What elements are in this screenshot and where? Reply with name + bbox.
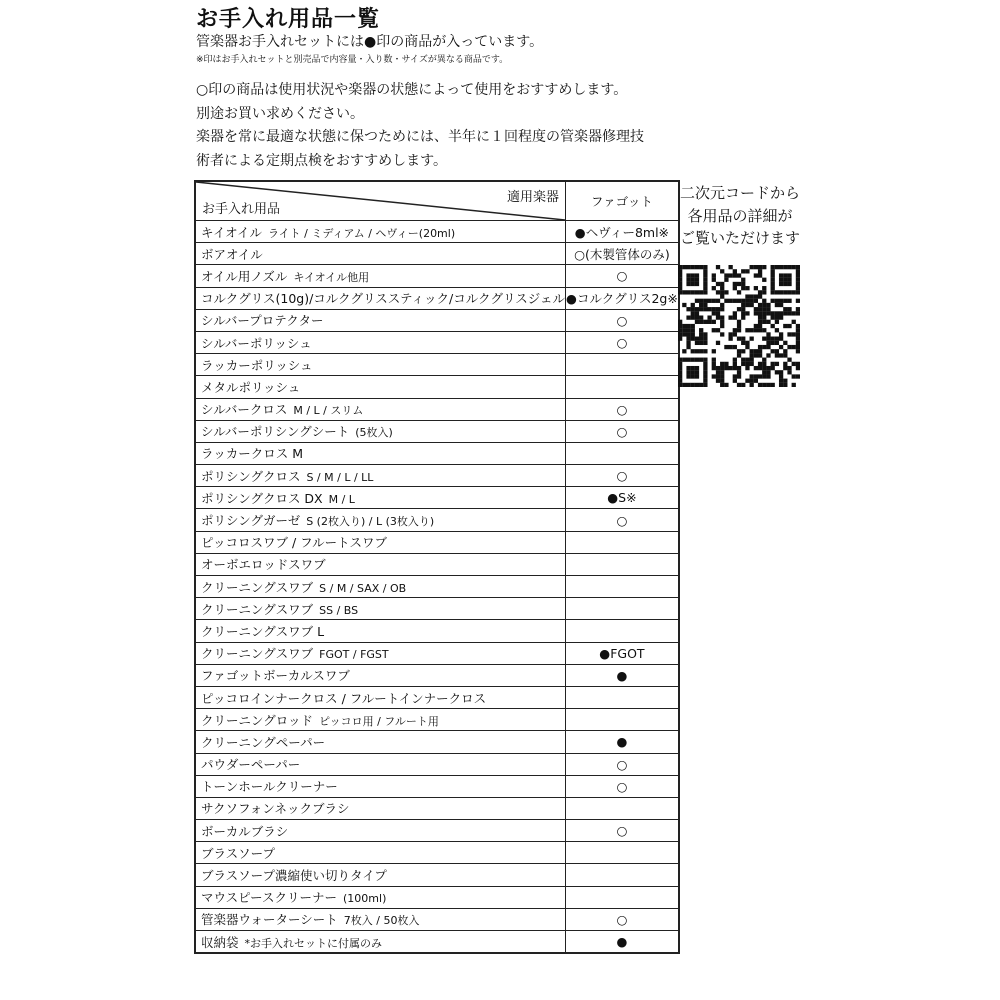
- bassoon-mark: [566, 842, 679, 864]
- care-items-table: [194, 180, 680, 954]
- item-variant-note: *お手入れセットに付属のみ: [244, 936, 383, 950]
- bassoon-mark: [566, 886, 679, 908]
- item-variant-note: S / M / L / LL: [306, 470, 374, 484]
- table-row: [195, 642, 679, 664]
- bassoon-mark: ○: [566, 775, 679, 797]
- item-name-cell: [195, 908, 566, 930]
- item-variant-note: M / L: [328, 492, 355, 506]
- bassoon-mark: ○: [566, 465, 679, 487]
- set-contents-note: 管楽器お手入れセットには●印の商品が入っています。: [196, 34, 544, 50]
- item-name-cell: [195, 620, 566, 642]
- bassoon-mark: [566, 686, 679, 708]
- qr-caption-line: 各用品の詳細が: [687, 206, 793, 225]
- item-variant-note: 7枚入 / 50枚入: [343, 914, 420, 928]
- item-name: コルクグリス(10g)/コルクグリススティック/コルクグリスジェル: [201, 291, 566, 307]
- table-row: [195, 576, 679, 598]
- item-name-cell: [195, 221, 566, 243]
- table-row: [195, 265, 679, 287]
- item-name-cell: [195, 465, 566, 487]
- table-row: [195, 775, 679, 797]
- item-variant-note: S (2枚入り) / L (3枚入り): [306, 515, 435, 529]
- bassoon-mark: [566, 864, 679, 886]
- header-applicable-instruments: 適用楽器: [507, 190, 560, 205]
- item-name-cell: [195, 598, 566, 620]
- bassoon-mark: [566, 553, 679, 575]
- item-name: マウスピースクリーナー: [201, 890, 338, 906]
- qr-caption-line: 二次元コードから: [679, 184, 800, 202]
- bassoon-mark: ●S※: [566, 487, 679, 509]
- item-name-cell: [195, 398, 566, 420]
- bassoon-mark: [566, 709, 679, 731]
- item-name-cell: [195, 331, 566, 353]
- bassoon-mark: ●ヘヴィー8ml※: [566, 221, 679, 243]
- item-name-cell: [195, 287, 566, 309]
- table-row: [195, 908, 679, 930]
- bassoon-mark: ●: [566, 664, 679, 686]
- bassoon-mark: ○: [566, 331, 679, 353]
- header-diagonal-cell: [195, 181, 566, 221]
- table-row: [195, 398, 679, 420]
- bassoon-mark: ●FGOT: [566, 642, 679, 664]
- bassoon-mark: ○: [566, 265, 679, 287]
- item-name: ポリシングクロス: [201, 468, 301, 484]
- item-name: メタルポリッシュ: [201, 379, 301, 395]
- header-bassoon: ファゴット: [566, 181, 679, 221]
- bassoon-mark: ○: [566, 309, 679, 331]
- table-row: [195, 442, 679, 464]
- item-name-cell: [195, 864, 566, 886]
- item-name: サクソフォンネックブラシ: [201, 801, 350, 817]
- bassoon-mark: ○: [566, 753, 679, 775]
- table-row: [195, 509, 679, 531]
- item-name: オイル用ノズル: [201, 268, 288, 284]
- item-name-cell: [195, 753, 566, 775]
- item-name: ボアオイル: [201, 246, 263, 262]
- table-row: [195, 487, 679, 509]
- bassoon-mark: [566, 354, 679, 376]
- item-name-cell: [195, 442, 566, 464]
- item-name: ピッコロスワブ / フルートスワブ: [201, 535, 388, 551]
- table-row: [195, 287, 679, 309]
- table-row: [195, 753, 679, 775]
- item-name-cell: [195, 931, 566, 954]
- bassoon-mark: [566, 576, 679, 598]
- item-name: ボーカルブラシ: [201, 823, 289, 839]
- item-name-cell: [195, 709, 566, 731]
- item-name: トーンホールクリーナー: [201, 779, 338, 795]
- table-row: [195, 465, 679, 487]
- item-name: 収納袋: [201, 934, 239, 950]
- item-name: クリーニングスワブ: [201, 601, 314, 617]
- item-name-cell: [195, 420, 566, 442]
- table-row: [195, 931, 679, 954]
- item-name-cell: [195, 775, 566, 797]
- item-name: シルバークロス: [201, 402, 288, 418]
- item-variant-note: (5枚入): [355, 426, 393, 440]
- item-name: シルバープロテクター: [201, 313, 324, 329]
- item-name: シルバーポリシングシート: [201, 424, 350, 440]
- bassoon-mark: ○: [566, 509, 679, 531]
- item-name: パウダーペーパー: [201, 757, 301, 773]
- bassoon-mark: [566, 598, 679, 620]
- bassoon-mark: ●: [566, 931, 679, 954]
- item-name: ポリシングクロス DX: [201, 490, 323, 506]
- item-name-cell: [195, 576, 566, 598]
- table-row: [195, 797, 679, 819]
- bassoon-mark: ●: [566, 731, 679, 753]
- qr-caption: [670, 182, 810, 250]
- item-name-cell: [195, 309, 566, 331]
- item-name: ブラスソープ: [201, 845, 276, 861]
- item-name: オーボエロッドスワブ: [201, 557, 326, 573]
- usage-paragraph: [196, 79, 644, 173]
- bassoon-mark: [566, 531, 679, 553]
- bassoon-mark: ○(木製管体のみ): [566, 243, 679, 265]
- item-name-cell: [195, 886, 566, 908]
- item-variant-note: ピッコロ用 / フルート用: [319, 714, 439, 728]
- item-variant-note: FGOT / FGST: [319, 648, 389, 662]
- item-name-cell: [195, 265, 566, 287]
- item-name: キイオイル: [201, 224, 263, 240]
- item-name-cell: [195, 731, 566, 753]
- table-row: [195, 598, 679, 620]
- item-variant-note: M / L / スリム: [293, 404, 364, 418]
- bassoon-mark: ○: [566, 398, 679, 420]
- item-name-cell: [195, 686, 566, 708]
- bassoon-mark: ○: [566, 420, 679, 442]
- bassoon-mark: ●コルクグリス2g※: [566, 287, 679, 309]
- usage-line: 術者による定期点検をおすすめします。: [196, 152, 448, 169]
- item-variant-note: S / M / SAX / OB: [319, 581, 407, 595]
- item-name: ポリシングガーゼ: [201, 513, 301, 529]
- item-name-cell: [195, 842, 566, 864]
- bassoon-mark: [566, 442, 679, 464]
- item-name-cell: [195, 376, 566, 398]
- qr-caption-line: ご覧いただけます: [679, 229, 800, 247]
- item-name-cell: [195, 642, 566, 664]
- item-name: 管楽器ウォーターシート: [201, 912, 338, 928]
- item-name: クリーニングスワブ L: [201, 623, 325, 639]
- item-name: ファゴットボーカルスワブ: [201, 668, 350, 684]
- item-name: ラッカーポリッシュ: [201, 357, 313, 373]
- usage-line: 楽器を常に最適な状態に保つためには、半年に１回程度の管楽器修理技: [196, 129, 644, 145]
- item-variant-note: SS / BS: [319, 603, 359, 617]
- item-name-cell: [195, 487, 566, 509]
- table-row: [195, 354, 679, 376]
- table-row: [195, 553, 679, 575]
- item-name-cell: [195, 820, 566, 842]
- item-name: クリーニングスワブ: [201, 579, 314, 595]
- table-row: [195, 243, 679, 265]
- asterisk-note: ※印はお手入れセットと別売品で内容量・入り数・サイズが異なる商品です。: [196, 55, 509, 65]
- bassoon-mark: ○: [566, 820, 679, 842]
- item-variant-note: ライト / ミディアム / ヘヴィー(20ml): [268, 226, 456, 240]
- item-name-cell: [195, 509, 566, 531]
- item-variant-note: (100ml): [343, 892, 387, 906]
- item-name-cell: [195, 664, 566, 686]
- header-care-items: お手入れ用品: [202, 202, 281, 217]
- table-row: [195, 864, 679, 886]
- item-name: クリーニングペーパー: [201, 734, 326, 750]
- table-row: [195, 820, 679, 842]
- item-name: ブラスソープ濃縮使い切りタイプ: [201, 868, 387, 884]
- usage-line: 別途お買い求めください。: [196, 105, 364, 122]
- table-row: [195, 309, 679, 331]
- bassoon-mark: ○: [566, 908, 679, 930]
- table-row: [195, 420, 679, 442]
- item-name-cell: [195, 531, 566, 553]
- table-row: [195, 531, 679, 553]
- item-name: クリーニングロッド: [201, 712, 314, 728]
- item-variant-note: キイオイル他用: [293, 270, 370, 284]
- item-name-cell: [195, 243, 566, 265]
- table-row: [195, 731, 679, 753]
- item-name-cell: [195, 797, 566, 819]
- item-name: クリーニングスワブ: [201, 646, 314, 662]
- item-name: ピッコロインナークロス / フルートインナークロス: [201, 690, 487, 706]
- table-row: [195, 331, 679, 353]
- table-row: [195, 886, 679, 908]
- table-row: [195, 842, 679, 864]
- table-header-row: [195, 181, 679, 221]
- table-row: [195, 221, 679, 243]
- table-row: [195, 709, 679, 731]
- table-row: [195, 686, 679, 708]
- item-name-cell: [195, 354, 566, 376]
- table-row: [195, 664, 679, 686]
- qr-code-icon[interactable]: [678, 265, 800, 387]
- table-row: [195, 620, 679, 642]
- item-name: シルバーポリッシュ: [201, 335, 312, 351]
- bassoon-mark: [566, 797, 679, 819]
- usage-line: ○印の商品は使用状況や楽器の状態によって使用をおすすめします。: [196, 82, 628, 98]
- bassoon-mark: [566, 376, 679, 398]
- page-title: お手入れ用品一覧: [196, 7, 381, 32]
- item-name: ラッカークロス M: [201, 446, 304, 462]
- item-name-cell: [195, 553, 566, 575]
- bassoon-mark: [566, 620, 679, 642]
- table-row: [195, 376, 679, 398]
